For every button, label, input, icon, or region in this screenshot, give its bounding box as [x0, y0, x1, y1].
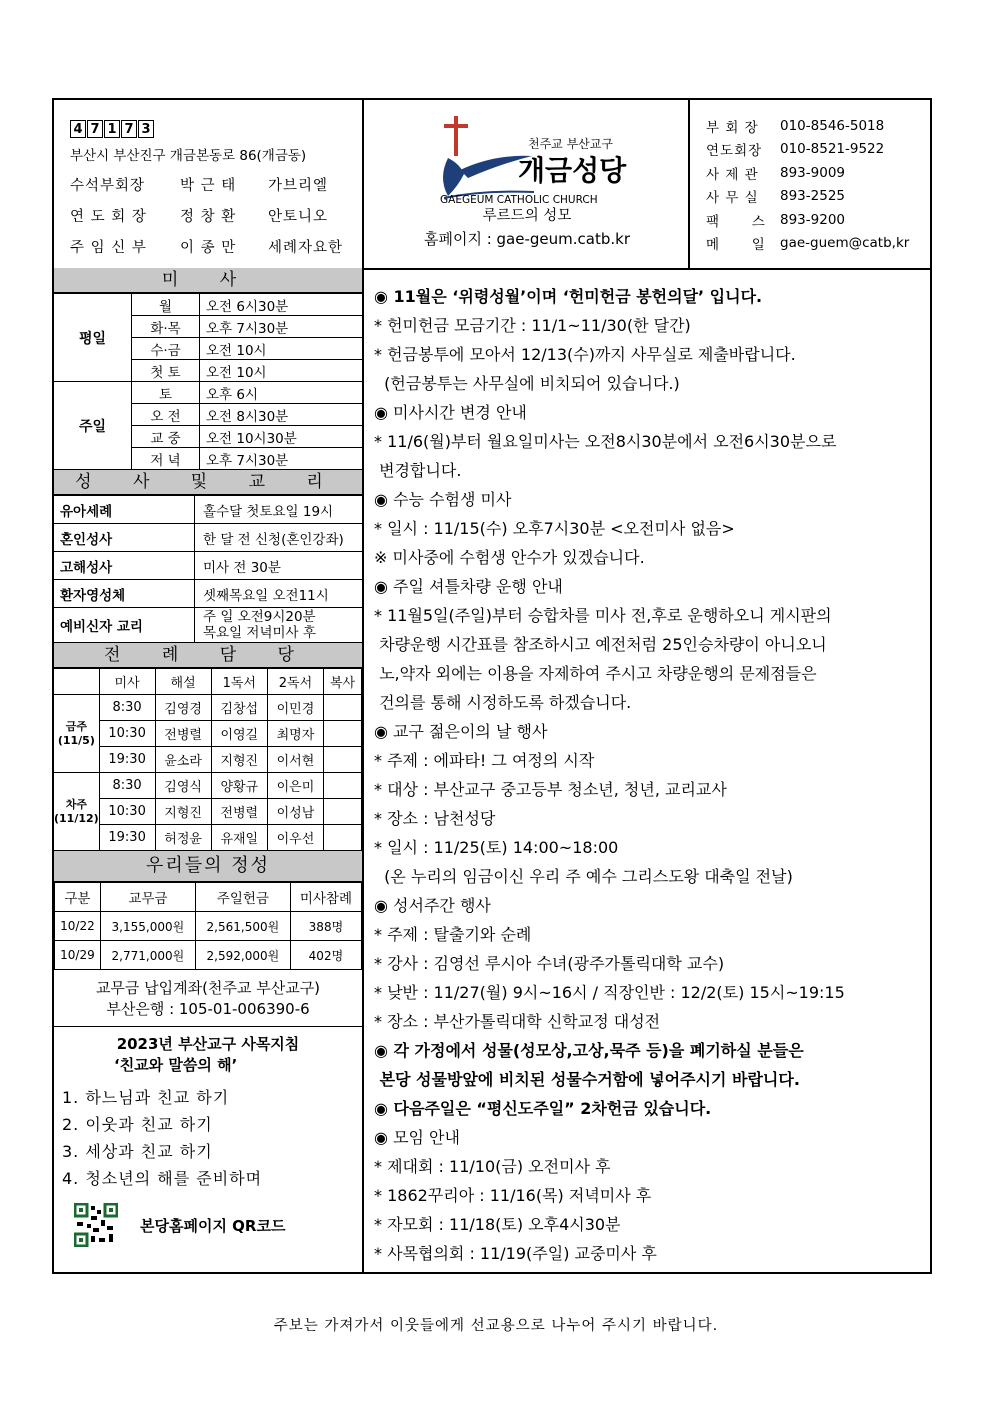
- notice-line: 변경합니다.: [374, 461, 462, 480]
- notice-line: 건의를 통해 시정하도록 하겠습니다.: [374, 693, 632, 712]
- notice-line: * 일시 : 11/25(토) 14:00~18:00: [374, 838, 619, 857]
- officer-row: 연 도 회 장 정 창 환 안토니오: [70, 209, 329, 225]
- notice-line: 노,약자 외에는 이용을 자제하여 주시고 차량운행의 문제점들은: [374, 664, 817, 683]
- notice-line: ※ 미사중에 수험생 안수가 있겠습니다.: [374, 548, 645, 567]
- contact-row: 연도회장 010-8521-9522: [706, 141, 885, 160]
- notice-line: * 11/6(월)부터 월요일미사는 오전8시30분에서 오전6시30분으로: [374, 432, 837, 451]
- officer-row: 수석부회장 박 근 태 가브리엘: [70, 178, 329, 194]
- notice-line: * 제대회 : 11/10(금) 오전미사 후: [374, 1157, 611, 1176]
- sacraments-table: 유아세례 홀수달 첫토요일 19시 혼인성사 한 달 전 신청(혼인강좌) 고해성사 미사 전 30분 환자영성체 셋째목요일 오전11시 예비신자 교리 주 일 오전9시20분 목요일 저녁미사 후: [54, 495, 362, 643]
- logo-small-text: 천주교 부산교구: [528, 137, 613, 151]
- qr-row: [62, 1203, 362, 1247]
- notice-line: * 대상 : 부산교구 중고등부 청소년, 청년, 교리교사: [374, 780, 727, 799]
- bulletin-frame: [52, 98, 932, 1274]
- notice-line: ◉ 11월은 ‘위령성월’이며 ‘헌미헌금 봉헌의달’ 입니다.: [374, 287, 763, 306]
- notice-line: (온 누리의 임금이신 우리 주 예수 그리스도왕 대축일 전날): [374, 867, 793, 886]
- contact-row: 팩 스 893-9200: [706, 211, 845, 230]
- notice-line: ◉ 미사시간 변경 안내: [374, 403, 527, 422]
- left-column: [54, 268, 364, 1272]
- qr-code-icon[interactable]: [74, 1203, 118, 1247]
- logo-en-text: GAEGEUM CATHOLIC CHURCH: [440, 194, 598, 206]
- notice-line: ◉ 성서주간 행사: [374, 896, 491, 915]
- postal-digit: 3: [138, 120, 154, 138]
- liturgy-section-title: 전 례 담 당: [54, 643, 362, 668]
- notice-line: ◉ 모임 안내: [374, 1128, 460, 1147]
- officer-row: 주 임 신 부 이 종 만 세례자요한: [70, 240, 344, 256]
- notice-line: ◉ 주일 셔틀차량 운행 안내: [374, 577, 563, 596]
- notice-line: * 자모회 : 11/18(토) 오후4시30분: [374, 1215, 621, 1234]
- policy-item: 4. 청소년의 해를 준비하며: [62, 1169, 263, 1188]
- policy-subtitle: ‘친교와 말씀의 해’: [114, 1056, 238, 1074]
- postal-digit: 1: [104, 120, 120, 138]
- header: [54, 100, 930, 270]
- notice-line: * 주제 : 에파타! 그 여정의 시작: [374, 751, 595, 770]
- bank-account: 교무금 납입계좌(천주교 부산교구) 부산은행 : 105-01-006390-6: [54, 970, 362, 1027]
- notice-line: * 1862꾸리아 : 11/16(목) 저녁미사 후: [374, 1186, 652, 1205]
- postal-digit: 7: [121, 120, 137, 138]
- policy-item: 2. 이웃과 친교 하기: [62, 1115, 213, 1134]
- postal-digit: 7: [87, 120, 103, 138]
- homepage-text: 홈페이지 : gae-geum.catb.kr: [423, 230, 630, 248]
- notice-line: ◉ 다음주일은 “평신도주일” 2차헌금 있습니다.: [374, 1099, 712, 1118]
- contact-row: 부 회 장 010-8546-5018: [706, 117, 885, 136]
- logo-big-text: 개금성당: [518, 154, 627, 187]
- header-logo: [364, 100, 690, 268]
- notice-line: ◉ 수능 수험생 미사: [374, 490, 512, 509]
- contact-row: 사 무 실 893-2525: [706, 188, 845, 207]
- address: 부산시 부산진구 개금본동로 86(개금동): [70, 148, 307, 164]
- notice-line: * 주제 : 탈출기와 순례: [374, 925, 532, 944]
- notice-line: * 11월5일(주일)부터 승합차를 미사 전,후로 운행하오니 게시판의: [374, 606, 832, 625]
- header-contacts: [690, 100, 930, 268]
- notice-line: 본당 성물방앞에 비치된 성물수거함에 넣어주시기 바랍니다.: [374, 1070, 800, 1089]
- contact-row: 메 일 gae-guem@catb,kr: [706, 235, 910, 254]
- pastoral-policy: [54, 1027, 362, 1247]
- offering-section-title: 우리들의 정성: [54, 851, 362, 882]
- header-info: [54, 100, 364, 268]
- liturgy-table: 미사 해설 1독서 2독서 복사 금주(11/5) 8:30 김영경 김창섭 이민경 10:30 전병렬 이영길 최명자 19:30 윤소라 지형진 이서현 차주(11/12) 8:30 김영식 양황규 이은미 10:30 지형진 전병렬 이성남 19:30 허정윤 유재일 이우선: [54, 668, 362, 851]
- contact-row: 사 제 관 893-9009: [706, 164, 845, 183]
- patron-text: 루르드의 성모: [482, 208, 572, 224]
- cross-logo-icon: [424, 108, 664, 208]
- notice-line: * 낮반 : 11/27(월) 9시~16시 / 직장인반 : 12/2(토) 15시~19:15: [374, 983, 845, 1002]
- policy-item: 1. 하느님과 친교 하기: [62, 1088, 230, 1107]
- notice-line: (헌금봉투는 사무실에 비치되어 있습니다.): [374, 374, 680, 393]
- postal-code: [70, 120, 362, 138]
- church-logo: [424, 108, 664, 208]
- notice-line: * 사목협의회 : 11/19(주일) 교중미사 후: [374, 1244, 657, 1263]
- notices: [364, 268, 930, 1272]
- qr-label: 본당홈페이지 QR코드: [140, 1216, 286, 1235]
- notice-line: * 장소 : 부산가톨릭대학 신학교정 대성전: [374, 1012, 661, 1031]
- notice-line: * 강사 : 김영선 루시아 수녀(광주가톨릭대학 교수): [374, 954, 725, 973]
- notice-line: ◉ 각 가정에서 성물(성모상,고상,묵주 등)을 폐기하실 분들은: [374, 1041, 804, 1060]
- mass-section-title: 미 사: [54, 268, 362, 293]
- notice-line: * 장소 : 남천성당: [374, 809, 496, 828]
- notice-line: 차량운행 시간표를 참조하시고 예전처럼 25인승차량이 아니오니: [374, 635, 827, 654]
- notice-line: ◉ 교구 젊은이의 날 행사: [374, 722, 548, 741]
- policy-title: 2023년 부산교구 사목지침: [116, 1035, 300, 1053]
- notice-line: * 헌미헌금 모금기간 : 11/1~11/30(한 달간): [374, 316, 691, 335]
- notice-line: * 헌금봉투에 모아서 12/13(수)까지 사무실로 제출바랍니다.: [374, 345, 796, 364]
- mass-table: 평일 월 오전 6시30분 화·목 오후 7시30분 수·금 오전 10시 첫 토 오전 10시 주일 토 오후 6시 오 전 오전 8시30분 교 중 오전 10시30분 저 녁 오후 7시30분: [54, 293, 362, 470]
- offering-table: 구분 교무금 주일헌금 미사참례 10/22 3,155,000원 2,561,500원 388명 10/29 2,771,000원 2,592,000원 402명: [54, 882, 362, 970]
- sacraments-section-title: 성 사 및 교 리: [54, 470, 362, 495]
- policy-item: 3. 세상과 친교 하기: [62, 1142, 213, 1161]
- footer-note: 주보는 가져가서 이웃들에게 선교용으로 나누어 주시기 바랍니다.: [273, 1318, 719, 1334]
- postal-digit: 4: [70, 120, 86, 138]
- notice-line: * 일시 : 11/15(수) 오후7시30분 <오전미사 없음>: [374, 519, 735, 538]
